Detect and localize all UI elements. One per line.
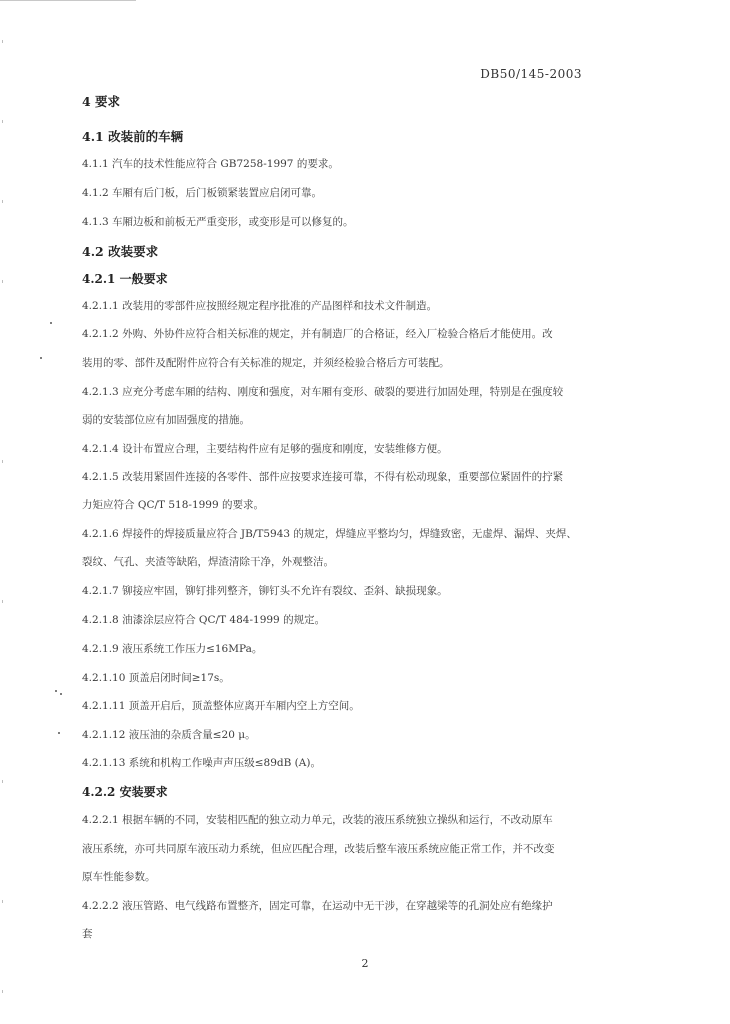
- margin-tick: [2, 900, 3, 903]
- clause-4-2-1-12: 4.2.1.12 液压油的杂质含量≤20 μ。: [82, 729, 256, 741]
- page-number: 2: [361, 957, 369, 970]
- clause-4-2-2-1-line2: 液压系统，亦可共同原车液压动力系统，但应匹配合理，改装后整车液压系统应能正常工作，并不改变: [82, 843, 555, 855]
- clause-4-2-2-2-line2: 套: [82, 928, 93, 940]
- scan-speck: [40, 357, 42, 359]
- clause-4-2-1-10: 4.2.1.10 顶盖启闭时间≥17s。: [82, 672, 230, 684]
- clause-4-2-1-13: 4.2.1.13 系统和机构工作噪声声压级≤89dB (A)。: [82, 757, 321, 769]
- clause-4-1-3: 4.1.3 车厢边板和前板无严重变形，或变形是可以修复的。: [82, 216, 354, 228]
- clause-4-2-1-11: 4.2.1.11 顶盖开启后，顶盖整体应离开车厢内空上方空间。: [82, 700, 360, 712]
- scan-artifact-line: [0, 0, 136, 1]
- margin-tick: [2, 780, 3, 783]
- clause-4-2-1-9: 4.2.1.9 液压系统工作压力≤16MPa。: [82, 643, 263, 655]
- scan-speck: [60, 693, 62, 695]
- clause-4-2-1-3-line1: 4.2.1.3 应充分考虑车厢的结构、刚度和强度，对车厢有变形、破裂的要进行加固处理，特别是在强度较: [82, 386, 564, 398]
- margin-tick: [2, 280, 3, 283]
- clause-4-2-2-1-line1: 4.2.2.1 根据车辆的不同，安装相匹配的独立动力单元，改装的液压系统独立操纵和运行，不改动原车: [82, 814, 553, 826]
- clause-4-2-1-2-line2: 装用的零、部件及配附件应符合有关标准的规定，并须经检验合格后方可装配。: [82, 357, 450, 369]
- margin-tick: [2, 600, 3, 603]
- document-code: DB50/145-2003: [480, 67, 582, 81]
- margin-tick: [2, 200, 3, 203]
- margin-tick: [2, 40, 3, 43]
- clause-4-2-1-5-line2: 力矩应符合 QC/T 518-1999 的要求。: [82, 499, 265, 511]
- scan-speck: [50, 322, 52, 324]
- scan-speck: [58, 732, 60, 734]
- section-heading-4-2: 4.2 改装要求: [82, 244, 159, 259]
- section-heading-4-2-1: 4.2.1 一般要求: [82, 272, 168, 286]
- clause-4-2-1-6-line1: 4.2.1.6 焊接件的焊接质量应符合 JB/T5943 的规定，焊缝应平整均匀，焊缝致密，无虚焊、漏焊、夹焊、: [82, 528, 577, 540]
- section-heading-4-2-2: 4.2.2 安装要求: [82, 785, 168, 799]
- clause-4-2-1-1: 4.2.1.1 改装用的零部件应按照经规定程序批准的产品图样和技术文件制造。: [82, 300, 438, 312]
- clause-4-2-2-1-line3: 原车性能参数。: [82, 871, 156, 883]
- clause-4-2-1-6-line2: 裂纹、气孔、夹渣等缺陷，焊渣清除干净，外观整洁。: [82, 556, 334, 568]
- clause-4-2-1-8: 4.2.1.8 油漆涂层应符合 QC/T 484-1999 的规定。: [82, 614, 326, 626]
- scan-speck: [55, 690, 57, 692]
- clause-4-2-1-2-line1: 4.2.1.2 外购、外协件应符合相关标准的规定，并有制造厂的合格证，经入厂检验合格后才能使用。改: [82, 328, 553, 340]
- clause-4-2-1-7: 4.2.1.7 铆接应牢固，铆钉排列整齐，铆钉头不允许有裂纹、歪斜、缺损现象。: [82, 585, 448, 597]
- section-heading-4-1: 4.1 改装前的车辆: [82, 129, 184, 144]
- margin-tick: [2, 990, 3, 993]
- section-heading-4: 4 要求: [82, 94, 121, 109]
- clause-4-1-1: 4.1.1 汽车的技术性能应符合 GB7258-1997 的要求。: [82, 158, 339, 170]
- clause-4-2-1-3-line2: 弱的安装部位应有加固强度的措施。: [82, 414, 250, 426]
- margin-tick: [2, 120, 3, 123]
- clause-4-1-2: 4.1.2 车厢有后门板，后门板锁紧装置应启闭可靠。: [82, 187, 323, 199]
- margin-tick: [2, 460, 3, 463]
- clause-4-2-2-2-line1: 4.2.2.2 液压管路、电气线路布置整齐，固定可靠，在运动中无干涉，在穿越梁等的孔洞处应有绝缘护: [82, 900, 553, 912]
- clause-4-2-1-4: 4.2.1.4 设计布置应合理，主要结构件应有足够的强度和刚度，安装维修方便。: [82, 443, 448, 455]
- clause-4-2-1-5-line1: 4.2.1.5 改装用紧固件连接的各零件、部件应按要求连接可靠，不得有松动现象，重要部位紧固件的拧紧: [82, 471, 564, 483]
